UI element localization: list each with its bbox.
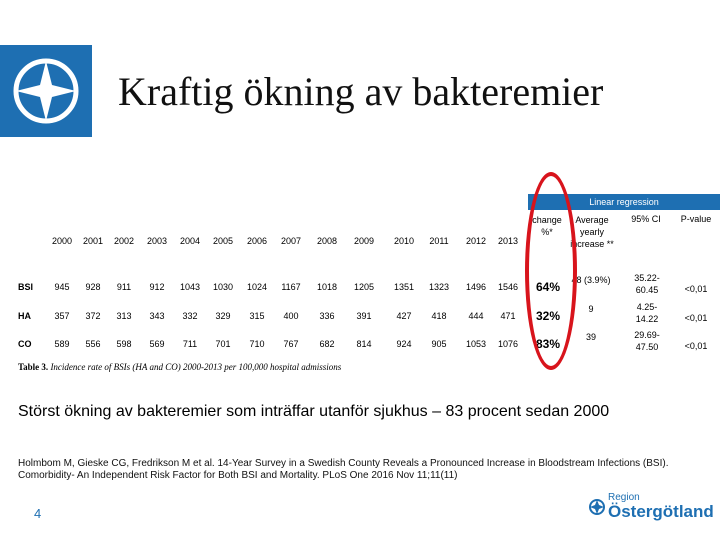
table-cell: 418	[431, 311, 447, 321]
year-header: 2011	[429, 236, 449, 246]
table-cell: 1076	[497, 339, 519, 349]
table-cell: 343	[149, 311, 165, 321]
table-cell: 598	[116, 339, 132, 349]
row-label: BSI	[18, 282, 34, 292]
table-cell: 336	[319, 311, 335, 321]
table-cell: 569	[149, 339, 165, 349]
table-cell: 711	[182, 339, 198, 349]
table-cell: 1496	[465, 282, 487, 292]
table-cell: 912	[149, 282, 165, 292]
p-value: <0,01	[684, 284, 708, 294]
table-cell: 556	[85, 339, 101, 349]
table-cell: 1018	[316, 282, 338, 292]
ci-value: 4.25-14.22	[635, 302, 659, 324]
table-cell: 814	[356, 339, 372, 349]
table-cell: 400	[283, 311, 299, 321]
region-label: Region	[608, 492, 640, 503]
linear-regression-header: Linear regression	[528, 194, 720, 210]
year-header: 2000	[51, 236, 73, 246]
table-cell: 444	[468, 311, 484, 321]
table-cell: 911	[116, 282, 132, 292]
table-cell: 329	[215, 311, 231, 321]
p-header: P-value	[680, 214, 712, 224]
region-brand	[588, 492, 716, 524]
ci-value: 29.69-47.50	[634, 330, 660, 352]
table-cell: 391	[356, 311, 372, 321]
summary-text: Störst ökning av bakteremier som inträffar utanför sjukhus – 83 procent sedan 2000	[18, 403, 610, 420]
table-cell: 1351	[393, 282, 415, 292]
table-cell: 315	[249, 311, 265, 321]
table-cell: 1546	[497, 282, 519, 292]
change-value: 32%	[535, 309, 561, 323]
change-header: change %*	[532, 215, 562, 237]
year-header: 2001	[82, 236, 104, 246]
year-header: 2009	[353, 236, 375, 246]
table-cell: 1053	[465, 339, 487, 349]
reference-text: Holmbom M, Gieske CG, Fredrikson M et al. 14-Year Survey in a Swedish County Reveals a Pronounced Increase in Bloodstream Infections (BSI). Comorbidity- An Independent Risk Factor for Both BSI and Mortality. PLoS One 2016 Nov 11;11(11)	[18, 458, 669, 481]
region-name: Östergötland	[608, 502, 714, 521]
average-value: 39	[585, 332, 596, 342]
p-value: <0,01	[684, 313, 708, 323]
table-cell: 357	[54, 311, 70, 321]
table-cell: 1205	[353, 282, 375, 292]
table-cell: 945	[54, 282, 70, 292]
table-cell: 701	[215, 339, 231, 349]
table-cell: 1323	[428, 282, 450, 292]
page-title: Kraftig ökning av bakteremier	[118, 69, 604, 114]
table-cell: 924	[396, 339, 412, 349]
table-cell: 313	[116, 311, 132, 321]
year-header: 2013	[497, 236, 519, 246]
table-cell: 1167	[281, 282, 301, 292]
year-header: 2010	[393, 236, 415, 246]
year-header: 2007	[280, 236, 302, 246]
year-header: 2006	[246, 236, 268, 246]
table-cell: 1024	[246, 282, 268, 292]
table-cell: 589	[54, 339, 70, 349]
row-label: HA	[18, 311, 31, 321]
table-cell: 332	[182, 311, 198, 321]
table-cell: 682	[319, 339, 335, 349]
table-cell: 1043	[179, 282, 201, 292]
flower-icon	[588, 498, 606, 516]
table-cell: 372	[85, 311, 101, 321]
year-header: 2008	[316, 236, 338, 246]
ci-header: 95% CI	[631, 214, 661, 224]
year-header: 2012	[465, 236, 487, 246]
table-cell: 928	[85, 282, 101, 292]
change-value: 64%	[535, 280, 561, 294]
region-logo	[0, 45, 92, 137]
table-cell: 767	[283, 339, 299, 349]
table-cell: 427	[396, 311, 412, 321]
change-value: 83%	[535, 337, 561, 351]
year-header: 2003	[146, 236, 168, 246]
year-header: 2005	[212, 236, 234, 246]
table-caption	[18, 362, 341, 372]
ci-value: 35.22-60.45	[634, 273, 660, 295]
year-header: 2002	[113, 236, 135, 246]
caption-label: Table 3.	[18, 362, 49, 372]
table-cell: 471	[500, 311, 516, 321]
p-value: <0,01	[684, 341, 708, 351]
average-header: Average yearly increase **	[570, 215, 614, 249]
row-label: CO	[18, 339, 32, 349]
average-value: 9	[588, 304, 594, 314]
table-cell: 710	[249, 339, 265, 349]
year-header: 2004	[179, 236, 201, 246]
average-value: 48 (3.9%)	[571, 275, 611, 285]
table-cell: 1030	[212, 282, 234, 292]
page-number: 4	[34, 506, 42, 521]
table-cell: 905	[431, 339, 447, 349]
highlight-ring	[525, 172, 577, 370]
caption-text: Incidence rate of BSIs (HA and CO) 2000-2013 per 100,000 hospital admissions	[50, 362, 342, 372]
